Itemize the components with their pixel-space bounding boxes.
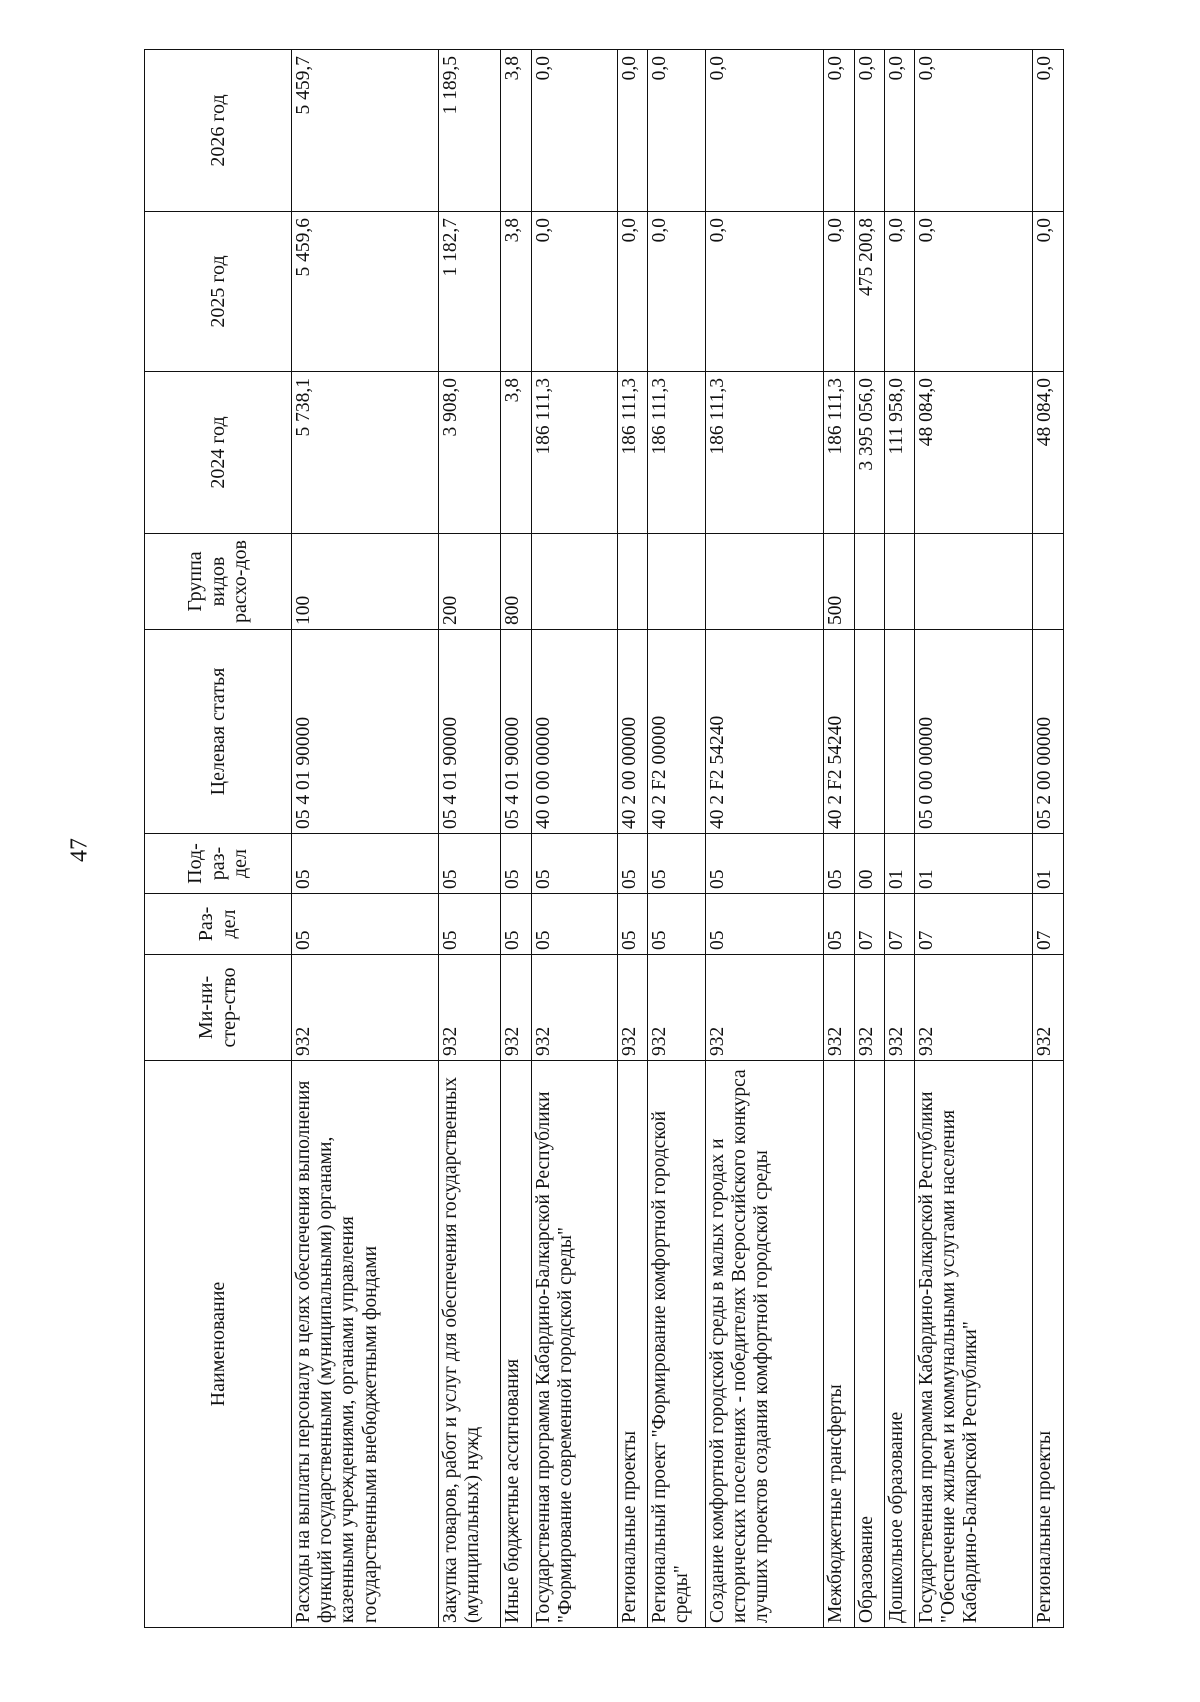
row-2024: 111 958,0 bbox=[884, 372, 914, 534]
row-subsection: 01 bbox=[884, 834, 914, 894]
row-2025: 0,0 bbox=[1033, 212, 1064, 372]
table-row bbox=[500, 50, 531, 1628]
row-target: 05 4 01 90000 bbox=[439, 630, 501, 834]
row-subsection: 05 bbox=[500, 834, 531, 894]
row-2025: 0,0 bbox=[531, 212, 617, 372]
row-name: Иные бюджетные ассигнования bbox=[500, 1061, 531, 1628]
row-target bbox=[854, 630, 884, 834]
table-row bbox=[705, 50, 823, 1628]
row-subsection: 00 bbox=[854, 834, 884, 894]
row-2024: 186 111,3 bbox=[705, 372, 823, 534]
row-target bbox=[884, 630, 914, 834]
row-2025: 0,0 bbox=[824, 212, 855, 372]
table-row bbox=[292, 50, 439, 1628]
row-subsection: 05 bbox=[531, 834, 617, 894]
row-name: Образование bbox=[854, 1061, 884, 1628]
row-subsection: 01 bbox=[1033, 834, 1064, 894]
row-ministry: 932 bbox=[439, 955, 501, 1061]
row-name: Закупка товаров, работ и услуг для обеспечения государственных (муниципальных) нужд bbox=[439, 1061, 501, 1628]
row-ministry: 932 bbox=[824, 955, 855, 1061]
row-subsection: 01 bbox=[914, 834, 1032, 894]
row-name: Межбюджетные трансферты bbox=[824, 1061, 855, 1628]
row-2026: 3,8 bbox=[500, 50, 531, 212]
row-group: 100 bbox=[292, 534, 439, 630]
row-name: Региональный проект "Формирование комфортной городской среды" bbox=[648, 1061, 706, 1628]
row-group: 200 bbox=[439, 534, 501, 630]
row-2024: 3 908,0 bbox=[439, 372, 501, 534]
row-target: 05 4 01 90000 bbox=[292, 630, 439, 834]
row-subsection: 05 bbox=[824, 834, 855, 894]
row-target: 05 2 00 00000 bbox=[1033, 630, 1064, 834]
row-2024: 5 738,1 bbox=[292, 372, 439, 534]
row-2026: 0,0 bbox=[1033, 50, 1064, 212]
row-group bbox=[884, 534, 914, 630]
row-name: Государственная программа Кабардино-Балкарской Республики "Обеспечение жильем и коммунальными услугами населения Кабардино-Балкарской Республики" bbox=[914, 1061, 1032, 1628]
row-2026: 0,0 bbox=[824, 50, 855, 212]
row-group bbox=[705, 534, 823, 630]
row-2026: 0,0 bbox=[854, 50, 884, 212]
col-header-name: Наименование bbox=[145, 1061, 292, 1628]
row-2026: 0,0 bbox=[914, 50, 1032, 212]
table-row bbox=[648, 50, 706, 1628]
row-subsection: 05 bbox=[648, 834, 706, 894]
row-target: 40 2 F2 54240 bbox=[824, 630, 855, 834]
row-2024: 186 111,3 bbox=[618, 372, 648, 534]
row-section: 05 bbox=[292, 894, 439, 955]
row-target: 40 2 00 00000 bbox=[618, 630, 648, 834]
row-2025: 0,0 bbox=[914, 212, 1032, 372]
row-group bbox=[618, 534, 648, 630]
row-target: 05 4 01 90000 bbox=[500, 630, 531, 834]
col-header-2026: 2026 год bbox=[145, 50, 292, 212]
row-subsection: 05 bbox=[705, 834, 823, 894]
row-name: Региональные проекты bbox=[618, 1061, 648, 1628]
table-row bbox=[884, 50, 914, 1628]
row-2025: 0,0 bbox=[884, 212, 914, 372]
row-section: 05 bbox=[531, 894, 617, 955]
header-row bbox=[145, 50, 292, 1628]
row-target: 05 0 00 00000 bbox=[914, 630, 1032, 834]
row-section: 05 bbox=[439, 894, 501, 955]
row-ministry: 932 bbox=[648, 955, 706, 1061]
row-section: 05 bbox=[500, 894, 531, 955]
row-section: 07 bbox=[914, 894, 1032, 955]
table-row bbox=[914, 50, 1032, 1628]
row-target: 40 0 00 00000 bbox=[531, 630, 617, 834]
row-2025: 1 182,7 bbox=[439, 212, 501, 372]
row-name: Региональные проекты bbox=[1033, 1061, 1064, 1628]
row-2026: 0,0 bbox=[705, 50, 823, 212]
table-row bbox=[531, 50, 617, 1628]
col-header-2025: 2025 год bbox=[145, 212, 292, 372]
row-ministry: 932 bbox=[531, 955, 617, 1061]
row-2026: 0,0 bbox=[884, 50, 914, 212]
row-subsection: 05 bbox=[439, 834, 501, 894]
row-subsection: 05 bbox=[292, 834, 439, 894]
table-row bbox=[1033, 50, 1064, 1628]
row-2026: 5 459,7 bbox=[292, 50, 439, 212]
row-2025: 0,0 bbox=[705, 212, 823, 372]
row-2026: 0,0 bbox=[648, 50, 706, 212]
budget-table bbox=[144, 49, 1064, 1628]
row-ministry: 932 bbox=[884, 955, 914, 1061]
table-row bbox=[854, 50, 884, 1628]
row-ministry: 932 bbox=[854, 955, 884, 1061]
row-section: 07 bbox=[854, 894, 884, 955]
row-name: Создание комфортной городской среды в малых городах и исторических поселениях - победителях Всероссийского конкурса лучших проектов создания комфортной городской среды bbox=[705, 1061, 823, 1628]
row-group bbox=[531, 534, 617, 630]
row-name: Дошкольное образование bbox=[884, 1061, 914, 1628]
row-section: 05 bbox=[824, 894, 855, 955]
row-group bbox=[854, 534, 884, 630]
row-2026: 1 189,5 bbox=[439, 50, 501, 212]
row-ministry: 932 bbox=[500, 955, 531, 1061]
table-row bbox=[439, 50, 501, 1628]
col-header-section: Раз-дел bbox=[145, 894, 292, 955]
row-2024: 3 395 056,0 bbox=[854, 372, 884, 534]
rotated-page bbox=[144, 50, 1064, 1628]
row-2024: 186 111,3 bbox=[531, 372, 617, 534]
table-row bbox=[618, 50, 648, 1628]
row-ministry: 932 bbox=[705, 955, 823, 1061]
row-2024: 48 084,0 bbox=[1033, 372, 1064, 534]
row-ministry: 932 bbox=[618, 955, 648, 1061]
row-2024: 48 084,0 bbox=[914, 372, 1032, 534]
row-2025: 3,8 bbox=[500, 212, 531, 372]
row-group bbox=[1033, 534, 1064, 630]
row-ministry: 932 bbox=[292, 955, 439, 1061]
row-section: 07 bbox=[1033, 894, 1064, 955]
row-2025: 0,0 bbox=[618, 212, 648, 372]
page-number: 47 bbox=[66, 838, 93, 862]
row-section: 05 bbox=[648, 894, 706, 955]
row-2024: 186 111,3 bbox=[824, 372, 855, 534]
row-target: 40 2 F2 54240 bbox=[705, 630, 823, 834]
row-group: 500 bbox=[824, 534, 855, 630]
table-row bbox=[824, 50, 855, 1628]
col-header-target: Целевая статья bbox=[145, 630, 292, 834]
row-2025: 475 200,8 bbox=[854, 212, 884, 372]
row-group: 800 bbox=[500, 534, 531, 630]
col-header-group: Группа видов расхо-дов bbox=[145, 534, 292, 630]
row-section: 05 bbox=[705, 894, 823, 955]
row-group bbox=[914, 534, 1032, 630]
col-header-subsection: Под-раз-дел bbox=[145, 834, 292, 894]
col-header-ministry: Ми-ни-стер-ство bbox=[145, 955, 292, 1061]
row-subsection: 05 bbox=[618, 834, 648, 894]
col-header-2024: 2024 год bbox=[145, 372, 292, 534]
row-2025: 5 459,6 bbox=[292, 212, 439, 372]
row-2025: 0,0 bbox=[648, 212, 706, 372]
row-2026: 0,0 bbox=[618, 50, 648, 212]
row-name: Государственная программа Кабардино-Балкарской Республики "Формирование современной городской среды" bbox=[531, 1061, 617, 1628]
row-2024: 3,8 bbox=[500, 372, 531, 534]
row-name: Расходы на выплаты персоналу в целях обеспечения выполнения функций государственными (муниципальными) органами, казенными учреждениями, органами управления государственными внебюджетными фондами bbox=[292, 1061, 439, 1628]
row-ministry: 932 bbox=[914, 955, 1032, 1061]
row-group bbox=[648, 534, 706, 630]
row-section: 07 bbox=[884, 894, 914, 955]
row-section: 05 bbox=[618, 894, 648, 955]
row-2024: 186 111,3 bbox=[648, 372, 706, 534]
row-2026: 0,0 bbox=[531, 50, 617, 212]
row-target: 40 2 F2 00000 bbox=[648, 630, 706, 834]
row-ministry: 932 bbox=[1033, 955, 1064, 1061]
